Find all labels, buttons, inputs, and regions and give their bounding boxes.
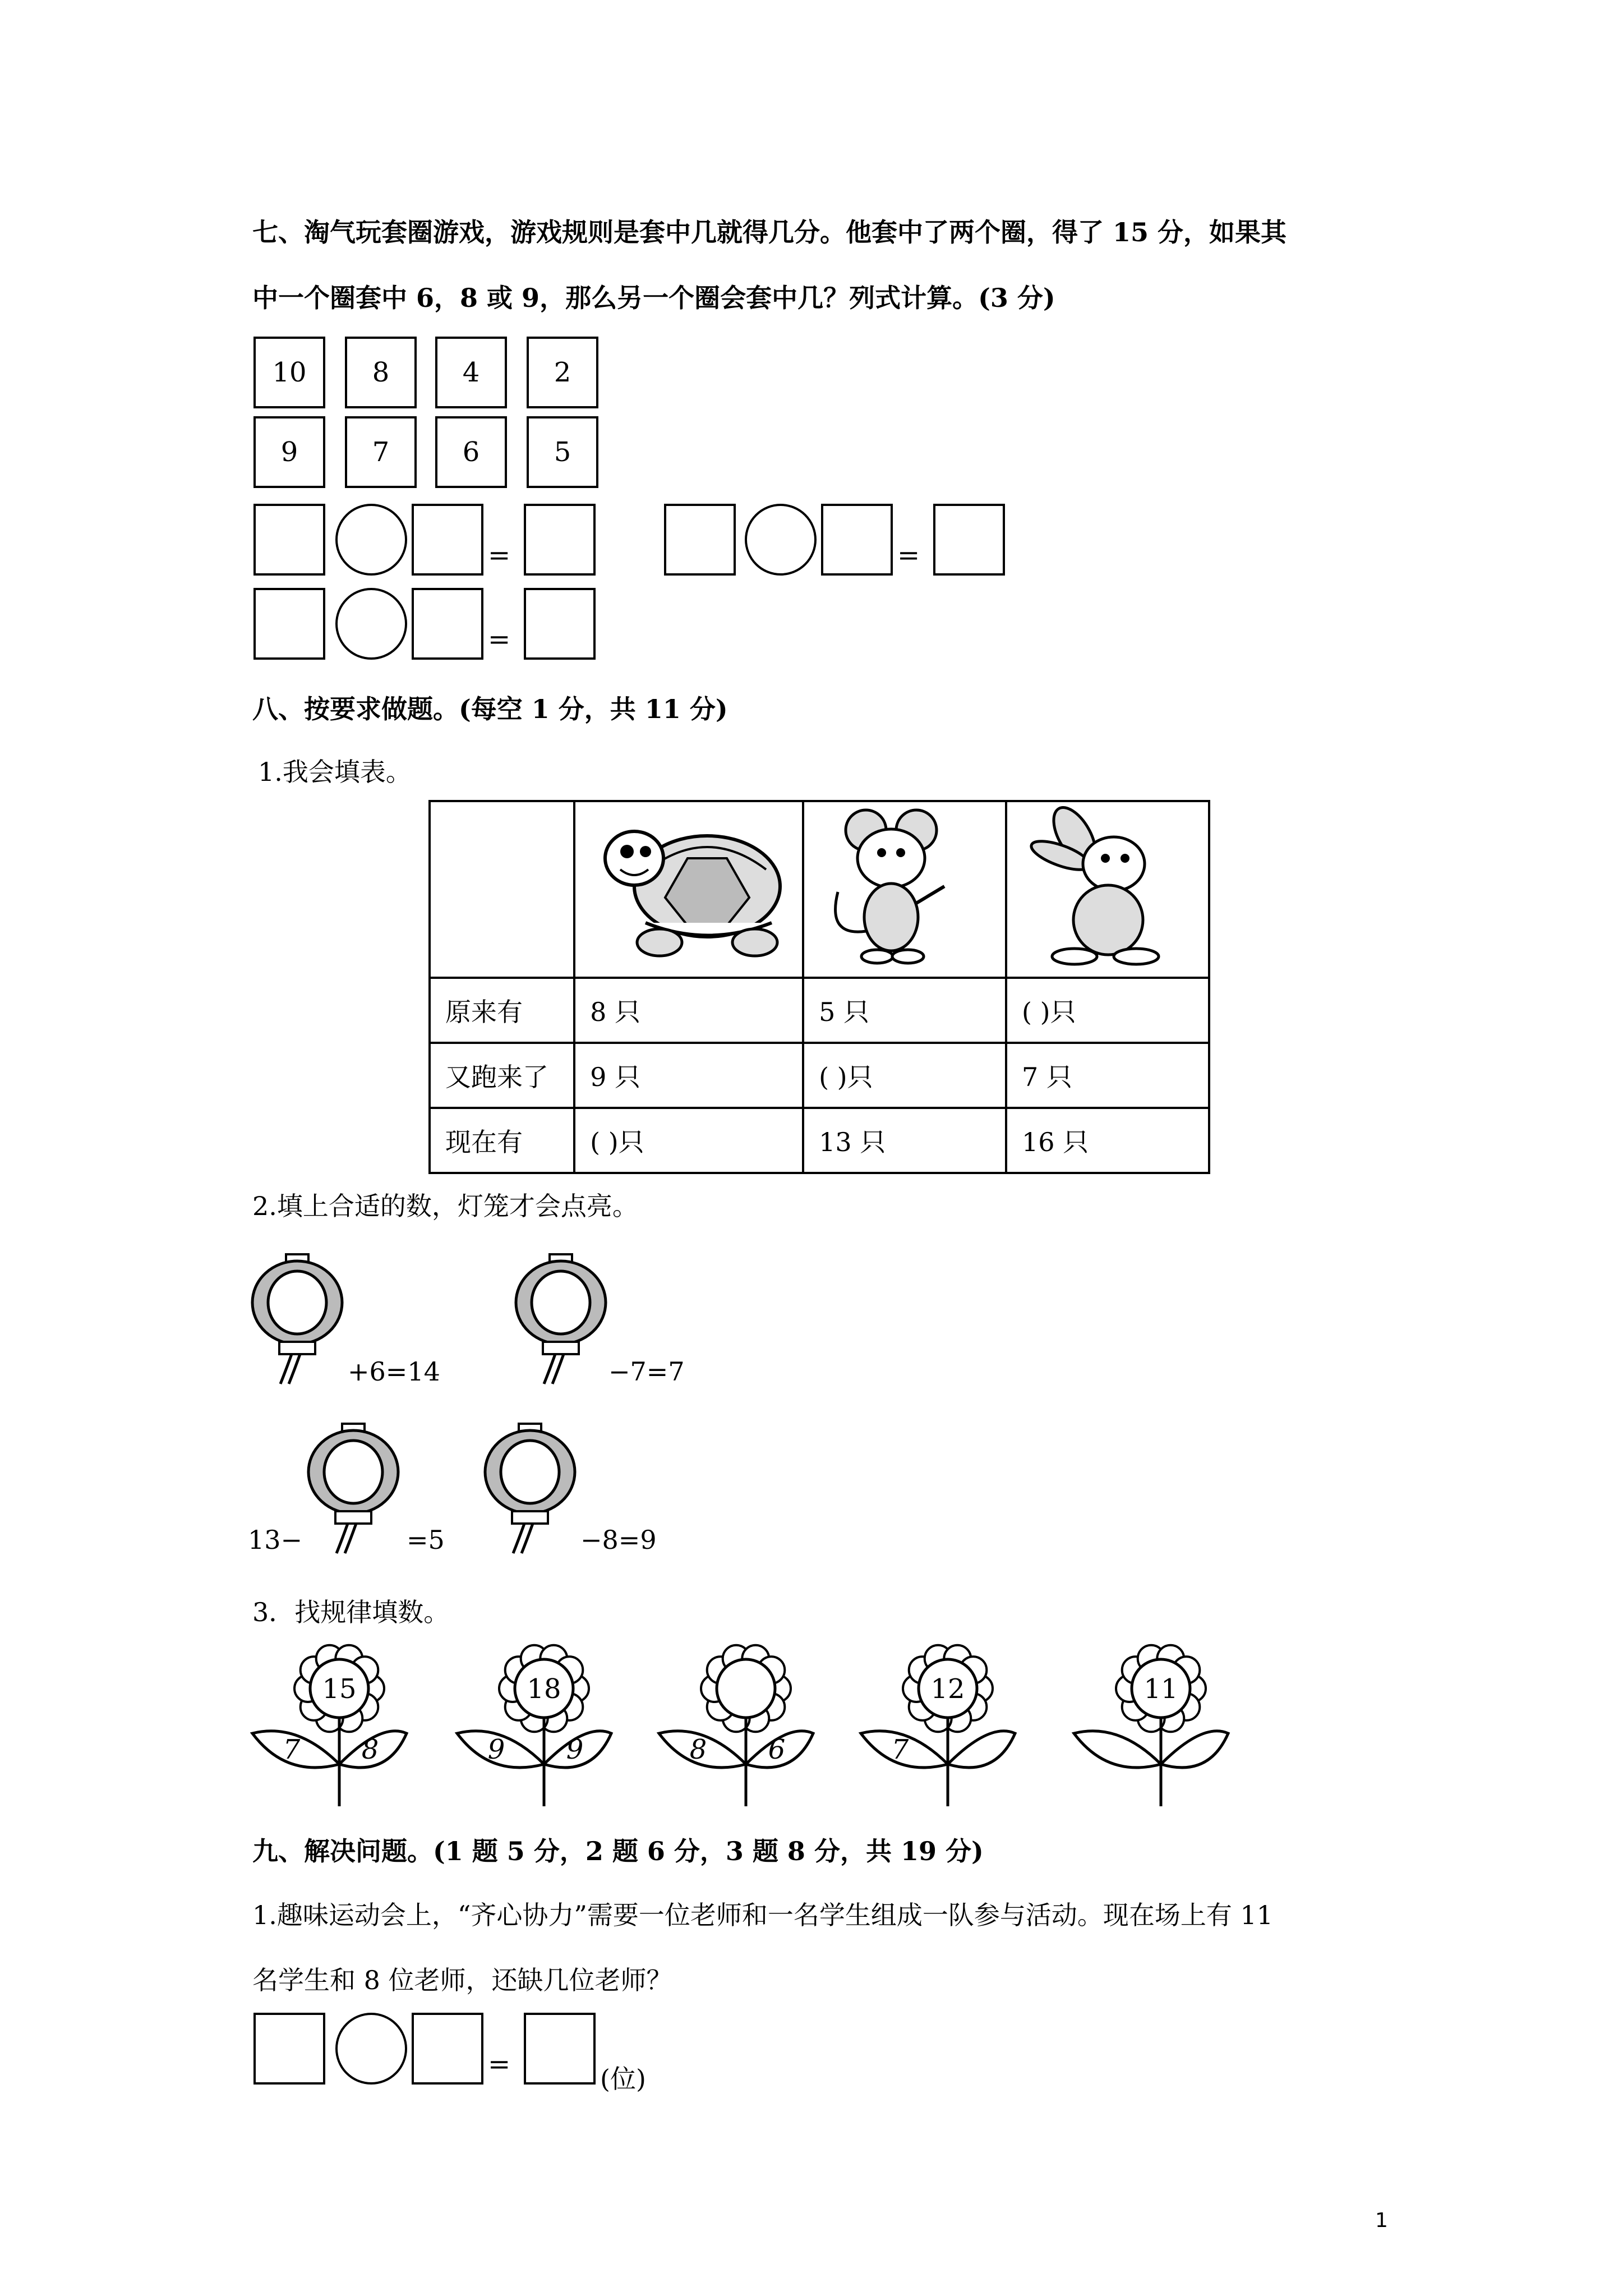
flower-icon[interactable] [653, 1644, 816, 1812]
blank-cell[interactable]: ( )只 [1006, 978, 1209, 1043]
lantern-icon[interactable] [247, 1252, 348, 1387]
table-cell: 5 只 [803, 978, 1006, 1043]
turtle-cell [574, 801, 803, 978]
number-card: 8 [345, 337, 417, 408]
row-label: 又跑来了 [430, 1043, 574, 1108]
leaf-number: 8 [689, 1734, 707, 1765]
q9-line1: 1.趣味运动会上，“齐心协力”需要一位老师和一名学生组成一队参与活动。现在场上有 11 [252, 1900, 1274, 1930]
q8-sub3: 3．找规律填数。 [252, 1597, 450, 1627]
q8-heading: 八、按要求做题。(每空 1 分，共 11 分) [252, 694, 728, 724]
answer-box[interactable] [933, 504, 1005, 576]
leaf-number: 6 [768, 1734, 786, 1765]
blank-cell[interactable]: ( )只 [574, 1108, 803, 1173]
table-cell: 16 只 [1006, 1108, 1209, 1173]
equals-sign: = [488, 2049, 511, 2080]
table-cell: 7 只 [1006, 1043, 1209, 1108]
number-card: 2 [527, 337, 598, 408]
leaf-number: 7 [891, 1734, 909, 1765]
table-corner [430, 801, 574, 978]
flower-icon[interactable] [247, 1644, 409, 1812]
number-card: 4 [435, 337, 507, 408]
flower-icon[interactable] [451, 1644, 614, 1812]
answer-box[interactable] [412, 588, 483, 660]
q8-sub2: 2.填上合适的数，灯笼才会点亮。 [252, 1191, 638, 1221]
table-cell: 9 只 [574, 1043, 803, 1108]
operator-circle[interactable] [335, 504, 407, 576]
operator-circle[interactable] [335, 2013, 407, 2085]
lantern-icon[interactable] [510, 1252, 611, 1387]
q7-line1: 七、淘气玩套圈游戏，游戏规则是套中几就得几分。他套中了两个圈，得了 15 分，如果其 [252, 217, 1287, 247]
equation-label: +6=14 [348, 1356, 440, 1387]
leaf-number: 9 [566, 1734, 584, 1765]
number-card: 5 [527, 416, 598, 488]
answer-box[interactable] [253, 2013, 325, 2085]
rabbit-cell [1006, 801, 1209, 978]
answer-box[interactable] [412, 504, 483, 576]
flower-icon[interactable] [1068, 1644, 1231, 1812]
blank-cell[interactable]: ( )只 [803, 1043, 1006, 1108]
rabbit-icon [1007, 802, 1207, 970]
equation-label: =5 [407, 1525, 445, 1555]
row-label: 现在有 [430, 1108, 574, 1173]
number-card: 6 [435, 416, 507, 488]
q9-line2: 名学生和 8 位老师，还缺几位老师？ [252, 1965, 672, 1995]
answer-box[interactable] [412, 2013, 483, 2085]
equation-label: −8=9 [580, 1525, 657, 1555]
answer-box[interactable] [253, 588, 325, 660]
table-cell: 13 只 [803, 1108, 1006, 1173]
q8-sub1: 1.我会填表。 [258, 757, 412, 787]
equals-sign: = [897, 540, 920, 571]
lantern-icon[interactable] [303, 1421, 404, 1556]
answer-box[interactable] [664, 504, 736, 576]
flower-center-number: 12 [930, 1673, 965, 1705]
turtle-icon [575, 802, 800, 970]
number-card: 7 [345, 416, 417, 488]
answer-box[interactable] [524, 588, 596, 660]
operator-circle[interactable] [745, 504, 817, 576]
equals-sign: = [488, 540, 511, 571]
operator-circle[interactable] [335, 588, 407, 660]
leaf-number: 9 [487, 1734, 505, 1765]
answer-box[interactable] [821, 504, 893, 576]
fill-table [428, 800, 1210, 1174]
leaf-number: 7 [283, 1734, 301, 1765]
table-cell: 8 只 [574, 978, 803, 1043]
equation-label: 13− [248, 1525, 303, 1555]
flower-center-number: 15 [322, 1673, 357, 1705]
answer-box[interactable] [524, 2013, 596, 2085]
equation-label: −7=7 [608, 1356, 685, 1387]
number-card: 9 [253, 416, 325, 488]
mouse-icon [804, 802, 1004, 970]
flower-center-number: 11 [1144, 1673, 1178, 1705]
lantern-icon[interactable] [479, 1421, 580, 1556]
number-card: 10 [253, 337, 325, 408]
equals-sign: = [488, 624, 511, 655]
q7-line2: 中一个圈套中 6，8 或 9，那么另一个圈会套中几？列式计算。(3 分) [252, 283, 1055, 313]
flower-icon[interactable] [855, 1644, 1018, 1812]
answer-box[interactable] [524, 504, 596, 576]
row-label: 原来有 [430, 978, 574, 1043]
answer-box[interactable] [253, 504, 325, 576]
unit-label: (位) [600, 2064, 646, 2094]
mouse-cell [803, 801, 1006, 978]
page-number: 1 [1375, 2209, 1388, 2232]
flower-center-number: 18 [527, 1673, 561, 1705]
leaf-number: 8 [361, 1734, 379, 1765]
q9-heading: 九、解决问题。(1 题 5 分，2 题 6 分，3 题 8 分，共 19 分) [252, 1836, 984, 1866]
